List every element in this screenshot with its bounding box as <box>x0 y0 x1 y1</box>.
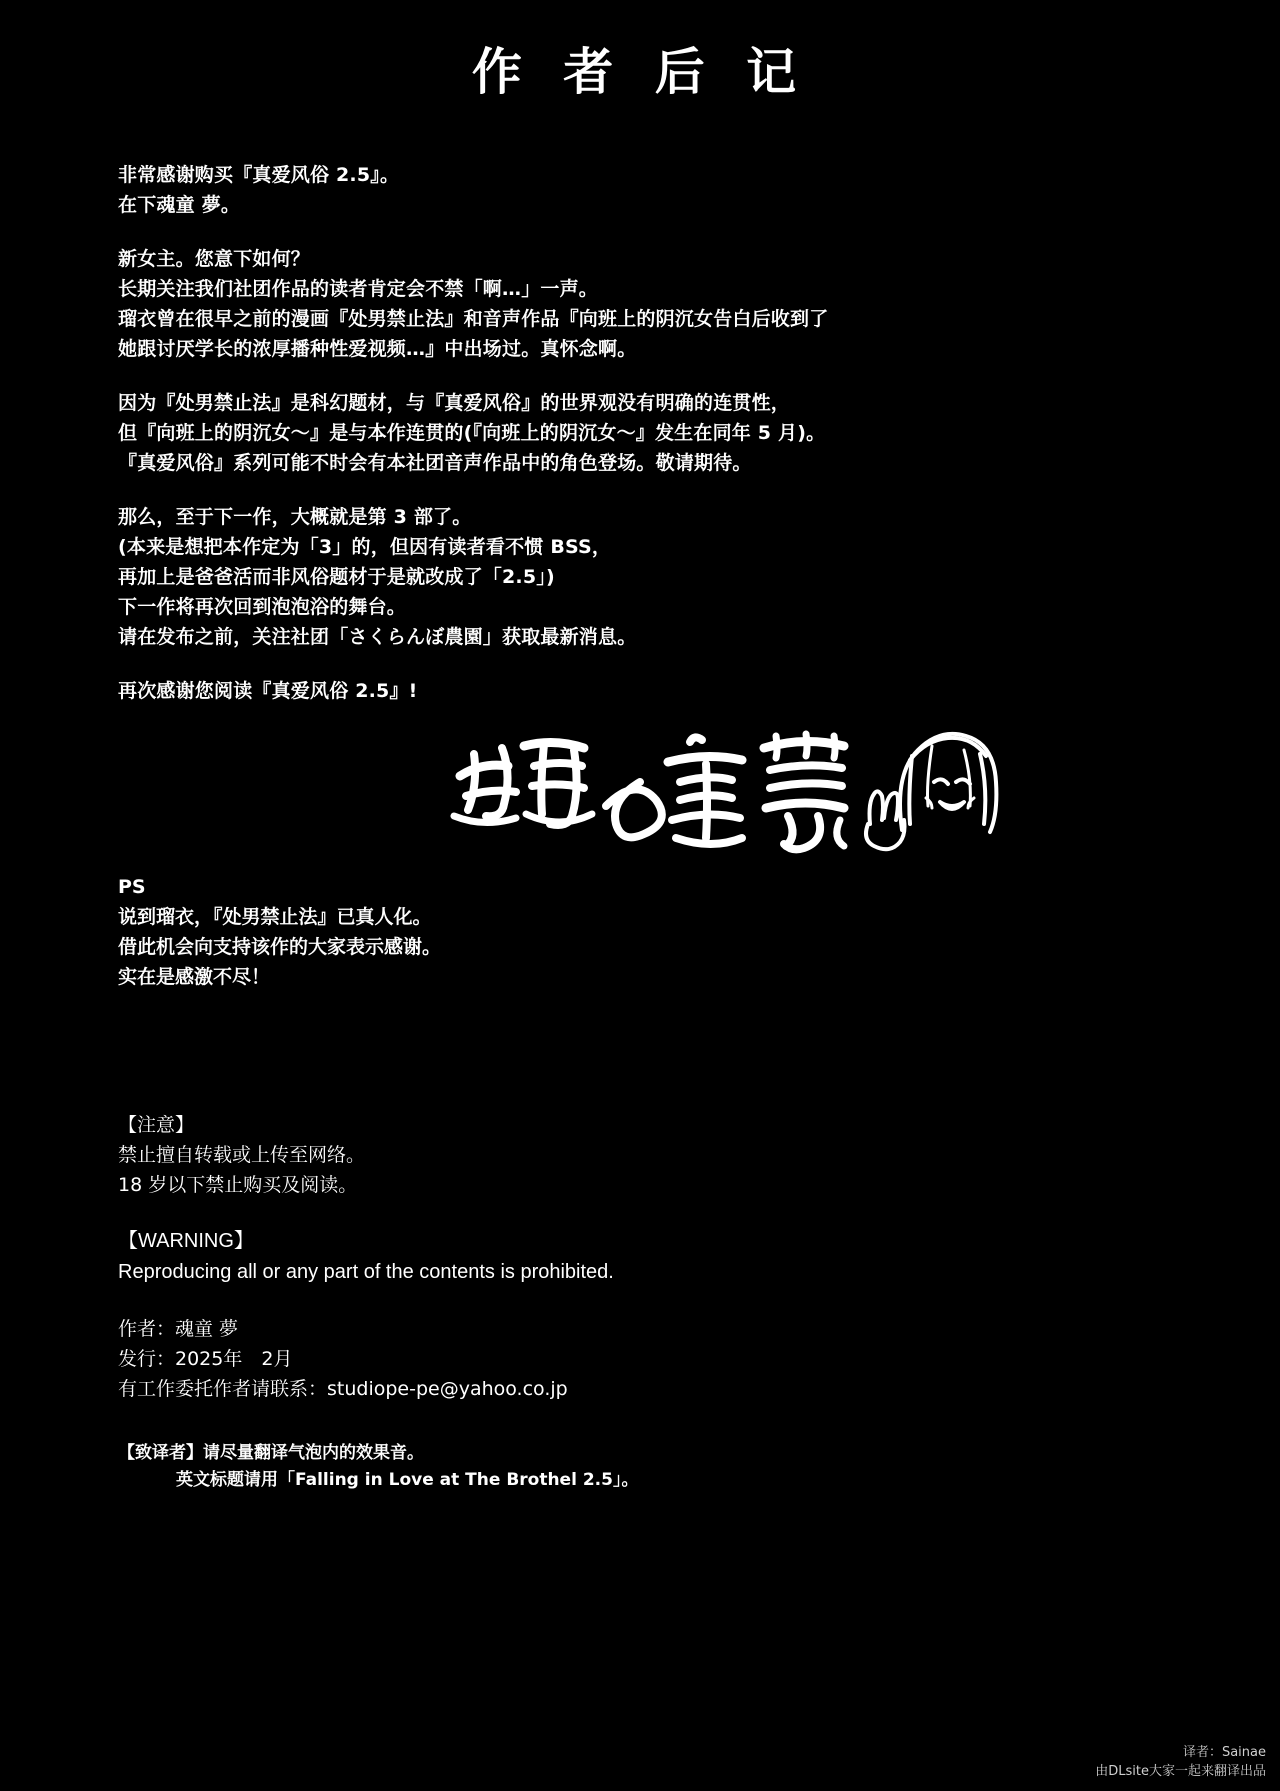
ps-line: 实在是感激不尽！ <box>118 966 271 988</box>
text-line: 非常感谢购买『真爱风俗 2.5』。 <box>118 164 400 186</box>
notice-heading-cn: 【注意】 <box>118 1114 195 1136</box>
colophon <box>118 1314 1018 1404</box>
page-title: 作 者 后 记 <box>471 43 809 101</box>
notice-line-cn: 禁止擅自转载或上传至网络。 <box>118 1144 366 1166</box>
text-line: 『真爱风俗』系列可能不时会有本社团音声作品中的角色登场。敬请期待。 <box>118 452 752 474</box>
paragraph-heroine <box>118 244 1018 364</box>
colophon-author: 作者：魂童 夢 <box>118 1318 239 1340</box>
notice-block <box>118 1110 1018 1404</box>
credits-translator: 译者：Sainae <box>1182 1745 1266 1760</box>
text-line: 长期关注我们社团作品的读者肯定会不禁「啊…」一声。 <box>118 278 599 300</box>
notice-chinese <box>118 1110 1018 1200</box>
notice-english <box>118 1226 1018 1288</box>
ps-line: 借此机会向支持该作的大家表示感谢。 <box>118 936 442 958</box>
text-line: 新女主。您意下如何？ <box>118 248 311 270</box>
notice-line-en: Reproducing all or any part of the contents is prohibited. <box>118 1261 614 1283</box>
afterword-body <box>118 160 1018 730</box>
text-line: 但『向班上的阴沉女～』是与本作连贯的(『向班上的阴沉女～』发生在同年 5 月)。 <box>118 422 826 444</box>
text-line: 下一作将再次回到泡泡浴的舞台。 <box>118 596 407 618</box>
scanlation-credits <box>1095 1743 1266 1781</box>
ps-block <box>118 872 878 992</box>
paragraph-final-thanks <box>118 676 1018 706</box>
ps-line: 说到瑠衣，『处男禁止法』已真人化。 <box>118 906 432 928</box>
notice-line-cn: 18 岁以下禁止购买及阅读。 <box>118 1174 358 1196</box>
text-line: 瑠衣曾在很早之前的漫画『处男禁止法』和音声作品『向班上的阴沉女告白后收到了 <box>118 308 829 330</box>
handwritten-signature-icon <box>440 720 1000 860</box>
text-line: 那么，至于下一作，大概就是第 3 部了。 <box>118 506 472 528</box>
text-line: 再加上是爸爸活而非风俗题材于是就改成了「2.5」) <box>118 566 555 588</box>
paragraph-continuity <box>118 388 1018 478</box>
translator-note <box>118 1440 1018 1494</box>
text-line: 她跟讨厌学长的浓厚播种性爱视频…』中出场过。真怀念啊。 <box>118 338 637 360</box>
ps-label: PS <box>118 876 146 898</box>
credits-group: 由DLsite大家一起来翻译出品 <box>1095 1764 1266 1779</box>
paragraph-next-work <box>118 502 1018 652</box>
colophon-release-date: 发行：2025年 2月 <box>118 1348 293 1370</box>
translator-note-line: 【致译者】请尽量翻译气泡内的效果音。 <box>118 1443 424 1463</box>
artist-signature <box>440 720 1000 860</box>
paragraph-thanks <box>118 160 1018 220</box>
notice-heading-en: 【WARNING】 <box>118 1230 254 1252</box>
text-line: 再次感谢您阅读『真爱风俗 2.5』! <box>118 680 418 702</box>
text-line: 因为『处男禁止法』是科幻题材，与『真爱风俗』的世界观没有明确的连贯性， <box>118 392 791 414</box>
text-line: (本来是想把本作定为「3」的，但因有读者看不惯 BSS， <box>118 536 612 558</box>
text-line: 在下魂童 夢。 <box>118 194 241 216</box>
text-line: 请在发布之前，关注社团「さくらんぼ農園」获取最新消息。 <box>118 626 637 648</box>
translator-note-line: 英文标题请用「Falling in Love at The Brothel 2.5」。 <box>176 1470 639 1490</box>
colophon-contact: 有工作委托作者请联系：studiope-pe@yahoo.co.jp <box>118 1378 568 1400</box>
